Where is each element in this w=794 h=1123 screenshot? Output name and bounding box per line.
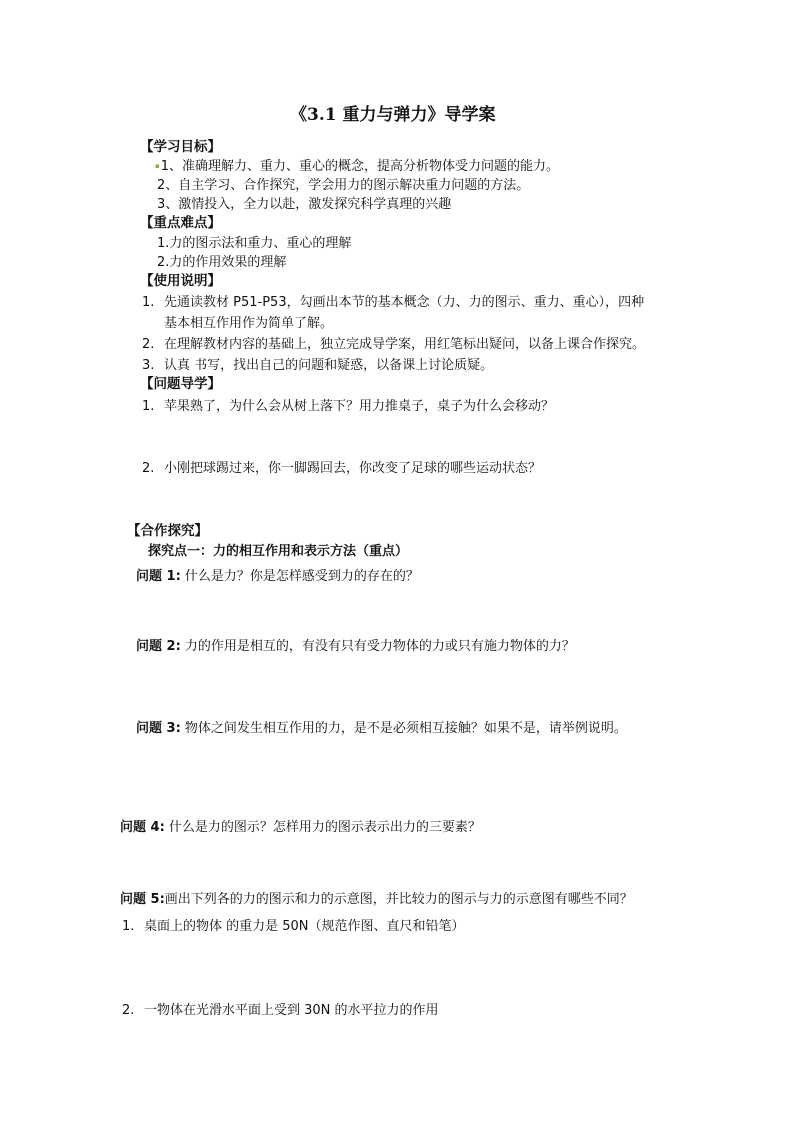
goals-heading: 【学习目标】 xyxy=(140,139,221,155)
question-3: 问题 3: 物体之间发生相互作用的力，是不是必须相互接触？如果不是，请举例说明。 xyxy=(136,721,627,736)
usage-item-2: 2. 在理解教材内容的基础上，独立完成导学案，用红笔标出疑问，以备上课合作探究。 xyxy=(142,337,646,352)
goal-item-2: 2、自主学习、合作探究，学会用力的图示解决重力问题的方法。 xyxy=(157,178,530,193)
guide-item-2: 2. 小刚把球踢过来，你一脚踢回去，你改变了足球的哪些运动状态？ xyxy=(142,461,542,476)
key-points-heading: 【重点难点】 xyxy=(140,215,221,231)
usage-item-3: 3. 认真 书写，找出自己的问题和疑惑，以备课上讨论质疑。 xyxy=(142,358,494,373)
usage-heading: 【使用说明】 xyxy=(140,273,221,289)
tick-mark-icon: ▪ xyxy=(155,162,160,170)
draw-item-2: 2. 一物体在光滑水平面上受到 30N 的水平拉力的作用 xyxy=(122,1003,439,1018)
question-4: 问题 4: 什么是力的图示？怎样用力的图示表示出力的三要素？ xyxy=(120,820,481,835)
guide-heading: 【问题导学】 xyxy=(140,376,221,392)
goal-item-1: ▪1、准确理解力、重力、重心的概念，提高分析物体受力问题的能力。 xyxy=(155,159,560,174)
key-point-1: 1.力的图示法和重力、重心的理解 xyxy=(157,236,352,251)
usage-item-1: 1. 先通读教材 P51-P53，勾画出本节的基本概念（力、力的图示、重力、重心），四种 xyxy=(142,295,645,310)
key-point-2: 2.力的作用效果的理解 xyxy=(157,255,287,270)
page-title: 《3.1 重力与弹力》导学案 xyxy=(290,105,496,125)
usage-item-1-cont: 基本相互作用作为简单了解。 xyxy=(164,316,334,331)
question-2: 问题 2: 力的作用是相互的，有没有只有受力物体的力或只有施力物体的力？ xyxy=(136,639,575,654)
question-1: 问题 1: 什么是力？你是怎样感受到力的存在的？ xyxy=(136,569,419,584)
coop-subheading: 探究点一：力的相互作用和表示方法（重点） xyxy=(148,544,409,559)
coop-heading: 【合作探究】 xyxy=(127,523,208,539)
question-5: 问题 5:画出下列各的力的图示和力的示意图，并比较力的图示与力的示意图有哪些不同？ xyxy=(120,892,633,907)
guide-item-1: 1. 苹果熟了，为什么会从树上落下？用力推桌子，桌子为什么会移动？ xyxy=(142,399,555,414)
goal-item-3: 3、激情投入，全力以赴，激发探究科学真理的兴趣 xyxy=(157,197,452,212)
draw-item-1: 1. 桌面上的物体 的重力是 50N（规范作图、直尺和铅笔） xyxy=(122,919,465,934)
